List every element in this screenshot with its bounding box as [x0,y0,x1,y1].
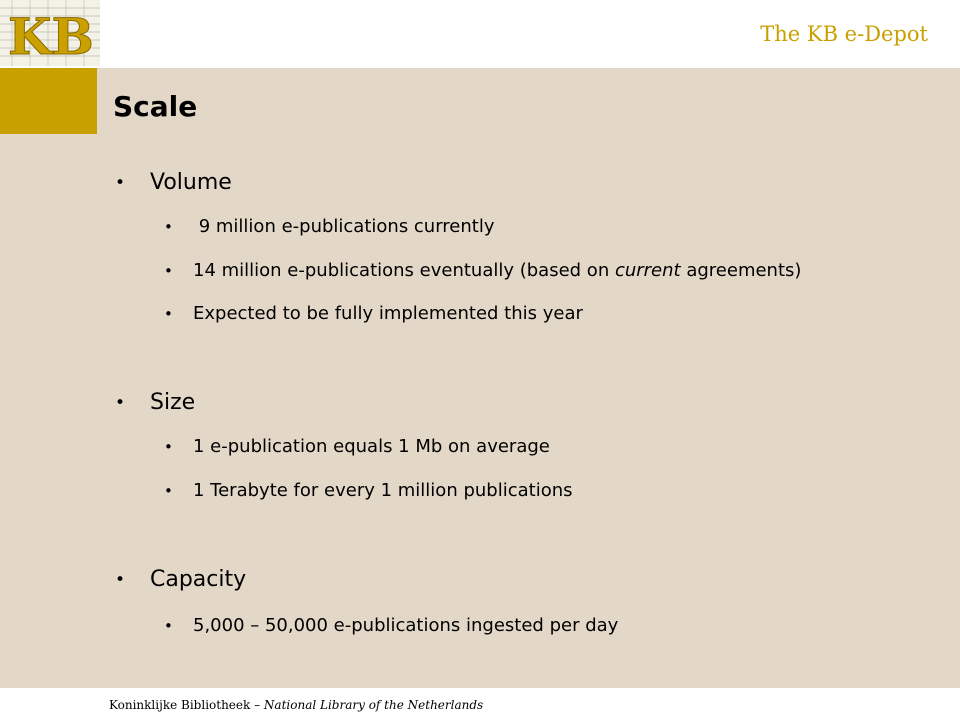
kb-logo [0,0,100,66]
bullet-icon: • [115,393,126,413]
sub-bullet [164,436,550,457]
footer-org: Koninklijke Bibliotheek – [109,698,264,712]
sub-bullet-text: 1 Terabyte for every 1 million publications [193,480,573,501]
bullet-icon: • [164,218,173,236]
bullet-icon: • [164,438,173,456]
sub-bullet-emphasis: current [614,260,681,281]
bullet-heading: Volume [150,170,232,195]
bullet-heading: Size [150,390,196,415]
bullet-icon: • [164,482,173,500]
slide-title: Scale [113,90,198,123]
bullet-icon: • [164,262,173,280]
presentation-title: The KB e-Depot [760,22,928,46]
bullet-size [115,390,196,415]
sub-bullet-text: 1 e-publication equals 1 Mb on average [193,436,550,457]
header [0,0,960,68]
bullet-heading: Capacity [150,567,247,592]
sub-bullet [164,216,495,237]
sub-bullet-text-post: agreements) [680,260,802,281]
bullet-icon: • [164,617,173,635]
sub-bullet [164,480,573,501]
accent-block [0,68,97,134]
sub-bullet-text-pre: 14 million e-publications eventually (based on [193,260,615,281]
sub-bullet-text: 5,000 – 50,000 e-publications ingested per day [193,615,619,636]
footer-org-english: National Library of the Netherlands [263,698,484,712]
sub-bullet [164,303,583,324]
left-strip [0,134,97,688]
svg-text:KB: KB [8,7,94,66]
sub-bullet [164,615,619,636]
bullet-icon: • [115,173,126,193]
slide-content-area [97,68,960,688]
bullet-icon: • [115,570,126,590]
footer [0,688,960,720]
bullet-icon: • [164,305,173,323]
sub-bullet-text: Expected to be fully implemented this year [193,303,583,324]
bullet-capacity [115,567,247,592]
sub-bullet-text: 9 million e-publications currently [193,216,495,237]
footer-text [109,698,483,712]
bullet-volume [115,170,232,195]
sub-bullet [164,260,802,281]
